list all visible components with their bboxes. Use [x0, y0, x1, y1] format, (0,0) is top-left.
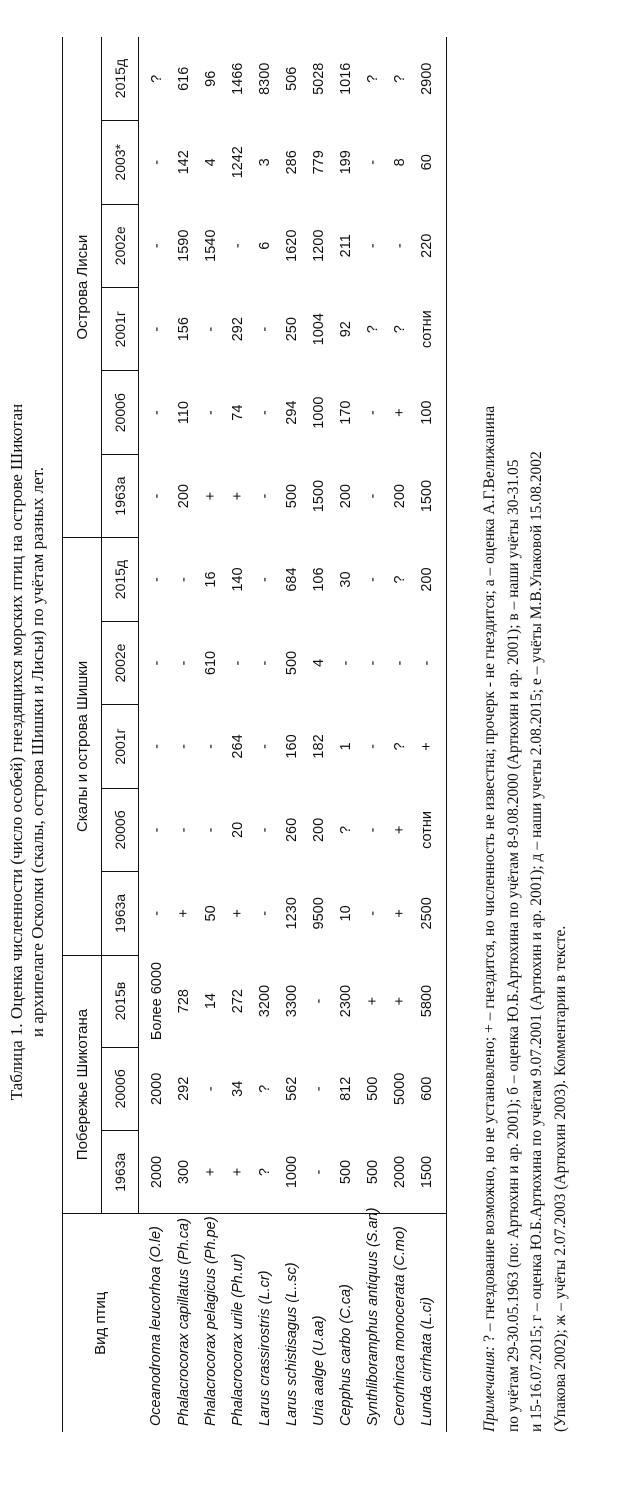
count-cell: ?: [337, 825, 354, 834]
count-cell: -: [364, 827, 381, 833]
species-name: Phalacrocorax pelagicus (Ph.pe): [197, 1214, 224, 1432]
count-cell: -: [148, 326, 165, 332]
count-cell: ?: [391, 74, 408, 83]
count-cell: ?: [256, 1084, 273, 1093]
count-cell: -: [148, 410, 165, 416]
count-cell: 1500: [310, 479, 327, 513]
count-cell: ?: [148, 74, 165, 83]
count-cell: 182: [310, 734, 327, 759]
year-header: 2015д: [102, 538, 139, 621]
count-cell: 500: [337, 1159, 354, 1185]
count-cell: -: [256, 744, 273, 749]
notes-line-2: по учётам 29-30.05.1963 (по: Артюхин и ар. 2001); б – оценка Ю.Б.Артюхина по учётам 8-9.08.2000 (Артюхин и ар. 2001); в – наши учёты 30-31.05: [504, 459, 522, 1432]
year-header: 2015в: [102, 955, 139, 1047]
count-cell: 20: [229, 821, 246, 838]
count-cell: +: [202, 1167, 219, 1177]
count-cell: ?: [256, 1167, 273, 1177]
count-cell: 1500: [418, 479, 435, 513]
count-cell: 4: [310, 658, 327, 668]
count-cell: +: [229, 491, 246, 501]
notes-lead: Примечания:: [481, 1345, 498, 1432]
count-cell: -: [148, 744, 165, 749]
species-name: Uria aalge (U.aa): [305, 1214, 332, 1432]
count-cell: 5800: [418, 984, 435, 1018]
count-cell: -: [364, 744, 381, 749]
count-cell: 3: [256, 158, 273, 167]
table-row: [332, 37, 359, 1432]
count-cell: 74: [229, 404, 246, 421]
count-cell: 140: [229, 567, 246, 592]
count-cell: -: [337, 660, 354, 666]
count-cell: сотни: [418, 810, 435, 849]
count-cell: -: [148, 660, 165, 666]
count-cell: -: [364, 910, 381, 916]
year-header: 1963а: [102, 1131, 139, 1214]
table-row: [359, 37, 386, 1432]
count-cell: 1620: [283, 229, 300, 262]
table-caption: [6, 37, 48, 1467]
seabird-table: [62, 37, 447, 1432]
count-cell: -: [364, 660, 381, 666]
count-cell: -: [256, 577, 273, 582]
year-header: 2000б: [102, 1047, 139, 1130]
count-cell: 260: [283, 817, 300, 843]
count-cell: 684: [283, 567, 300, 592]
count-cell: -: [364, 577, 381, 582]
count-cell: 250: [283, 317, 300, 342]
species-name: Phalacrocorax urile (Ph.ur): [224, 1214, 251, 1432]
count-cell: -: [256, 910, 273, 916]
year-header: 2001г: [102, 705, 139, 788]
count-cell: -: [229, 660, 246, 666]
count-cell: ?: [391, 575, 408, 584]
count-cell: 200: [310, 817, 327, 843]
count-cell: -: [310, 1086, 327, 1092]
species-name: Cerorhinca monocerata (C.mo): [386, 1214, 413, 1432]
count-cell: -: [202, 744, 219, 749]
count-cell: 200: [418, 567, 435, 592]
count-cell: 1466: [229, 62, 246, 95]
count-cell: -: [175, 744, 192, 749]
count-cell: 1000: [310, 396, 327, 429]
count-cell: +: [391, 996, 408, 1006]
count-cell: -: [202, 410, 219, 416]
species-name: Larus crassirostris (L.cr): [251, 1214, 278, 1432]
count-cell: 3300: [283, 984, 300, 1018]
count-cell: 5000: [391, 1072, 408, 1105]
count-cell: -: [229, 243, 246, 249]
count-cell: 1540: [202, 229, 219, 262]
count-cell: -: [148, 827, 165, 833]
count-cell: 200: [391, 484, 408, 509]
table-row: [170, 37, 197, 1432]
count-cell: 8300: [256, 62, 273, 95]
count-cell: -: [148, 243, 165, 249]
count-cell: 500: [283, 650, 300, 676]
count-cell: 500: [364, 1076, 381, 1101]
count-cell: 160: [283, 734, 300, 759]
count-cell: ?: [364, 325, 381, 334]
group-header-shishki: Скалы и острова Шишки: [63, 538, 102, 955]
count-cell: 300: [175, 1159, 192, 1185]
count-cell: +: [175, 909, 192, 918]
count-cell: +: [391, 408, 408, 417]
count-cell: сотни: [418, 310, 435, 349]
count-cell: +: [202, 491, 219, 501]
count-cell: 610: [202, 650, 219, 676]
count-cell: 2000: [391, 1155, 408, 1189]
year-header: 2002е: [102, 204, 139, 287]
species-name: Oceanodroma leucorhoa (O.le): [139, 1214, 171, 1432]
count-cell: 500: [364, 1159, 381, 1185]
count-cell: -: [256, 493, 273, 499]
count-cell: -: [175, 827, 192, 833]
group-header-shikotan: Побережье Шикотана: [63, 955, 102, 1214]
count-cell: 286: [283, 150, 300, 175]
count-cell: 812: [337, 1076, 354, 1101]
count-cell: 199: [337, 150, 354, 175]
count-cell: 2900: [418, 62, 435, 95]
year-header: 1963а: [102, 454, 139, 537]
count-cell: -: [175, 577, 192, 582]
count-cell: 1000: [283, 1155, 300, 1189]
count-cell: -: [256, 410, 273, 416]
count-cell: 50: [202, 905, 219, 922]
count-cell: -: [148, 159, 165, 165]
count-cell: 96: [202, 70, 219, 87]
count-cell: ?: [391, 325, 408, 334]
species-name: Cepphus carbo (C.ca): [332, 1214, 359, 1432]
count-cell: 3200: [256, 984, 273, 1018]
year-header: 1963а: [102, 872, 139, 955]
count-cell: -: [364, 410, 381, 416]
count-cell: -: [148, 577, 165, 582]
count-cell: 200: [175, 484, 192, 509]
species-name: Larus schistisagus (L..sc): [278, 1214, 305, 1432]
group-header-row: [63, 37, 102, 1432]
count-cell: 170: [337, 400, 354, 425]
count-cell: 500: [283, 484, 300, 509]
count-cell: -: [256, 326, 273, 332]
count-cell: 562: [283, 1076, 300, 1101]
count-cell: 506: [283, 66, 300, 91]
count-cell: 264: [229, 734, 246, 759]
count-cell: 110: [175, 401, 192, 425]
table-row: [251, 37, 278, 1432]
count-cell: 779: [310, 150, 327, 175]
count-cell: 272: [229, 989, 246, 1014]
caption-line-1: Таблица 1. Оценка численности (число особей) гнездящихся морских птиц на острове Шикотан: [7, 403, 26, 1101]
count-cell: 5028: [310, 62, 327, 95]
count-cell: -: [364, 243, 381, 249]
year-header: 2001г: [102, 287, 139, 370]
count-cell: 1016: [337, 62, 354, 95]
group-header-lisyi: Острова Лисьи: [63, 37, 102, 538]
count-cell: 211: [337, 234, 354, 258]
count-cell: -: [202, 326, 219, 332]
count-cell: 92: [337, 321, 354, 338]
count-cell: -: [202, 1086, 219, 1092]
count-cell: ?: [364, 74, 381, 83]
count-cell: -: [202, 827, 219, 833]
notes-line-4: (Упакова 2002); ж – учёты 2.07.2003 (Артюхин 2003). Комментарии в тексте.: [551, 925, 569, 1432]
count-cell: 16: [202, 571, 219, 588]
count-cell: 2000: [148, 1155, 165, 1189]
count-cell: 6: [256, 241, 273, 250]
count-cell: 34: [229, 1080, 246, 1097]
count-cell: +: [418, 742, 435, 751]
count-cell: +: [364, 996, 381, 1006]
count-cell: 10: [337, 905, 354, 922]
year-header: 2000б: [102, 788, 139, 871]
count-cell: 1200: [310, 229, 327, 262]
count-cell: 294: [283, 400, 300, 425]
count-cell: 600: [418, 1076, 435, 1101]
count-cell: 616: [175, 66, 192, 91]
count-cell: 1230: [283, 897, 300, 930]
count-cell: -: [391, 660, 408, 666]
year-header: 2002е: [102, 621, 139, 704]
table-notes: [478, 32, 572, 1432]
count-cell: -: [256, 827, 273, 833]
table-container: [62, 37, 447, 1432]
count-cell: -: [418, 660, 435, 666]
table-row: [139, 37, 171, 1432]
table-row: [386, 37, 413, 1432]
table-body: [139, 37, 447, 1432]
count-cell: 14: [202, 993, 219, 1010]
count-cell: 292: [175, 1076, 192, 1101]
count-cell: 8: [391, 158, 408, 167]
count-cell: 200: [337, 484, 354, 509]
count-cell: -: [148, 493, 165, 499]
count-cell: 156: [175, 317, 192, 342]
table-row: [413, 37, 447, 1432]
count-cell: -: [310, 998, 327, 1004]
count-cell: 9500: [310, 897, 327, 930]
count-cell: Более 6000: [148, 962, 165, 1041]
count-cell: -: [364, 493, 381, 499]
count-cell: 1500: [418, 1155, 435, 1189]
count-cell: 4: [202, 158, 219, 167]
count-cell: 2000: [148, 1072, 165, 1105]
count-cell: 1: [337, 742, 354, 751]
count-cell: 2300: [337, 984, 354, 1018]
notes-line-3: и 15-16.07.2015; г – оценка Ю.Б.Артюхина по учётам 9.07.2001 (Артюхин и ар. 2001); д – наши учеты 2.08.2015; е – учёты М.В.Упаковой 15.08.2002: [528, 451, 545, 1432]
count-cell: 1004: [310, 313, 327, 346]
count-cell: 1242: [229, 146, 246, 179]
count-cell: 728: [175, 989, 192, 1014]
count-cell: ?: [391, 742, 408, 751]
notes-line-1: ? – гнездование возможно, но не установлено; + – гнездится, но численность не известна; прочерк - не гнездится; а – оценка А.Г.Велижанина: [481, 405, 498, 1346]
count-cell: 60: [418, 154, 435, 171]
count-cell: 30: [337, 571, 354, 588]
species-name: Phalacrocorax capillatus (Ph.ca): [170, 1214, 197, 1432]
count-cell: 100: [418, 400, 435, 425]
count-cell: -: [391, 243, 408, 249]
table-row: [197, 37, 224, 1432]
table-row: [305, 37, 332, 1432]
count-cell: 292: [229, 317, 246, 342]
count-cell: -: [148, 910, 165, 916]
count-cell: +: [229, 909, 246, 918]
count-cell: 142: [175, 150, 192, 175]
count-cell: -: [310, 1169, 327, 1175]
species-name: Synthliboramphus antiquus (S.an): [359, 1214, 386, 1432]
species-column-header: Вид птиц: [63, 1214, 139, 1432]
year-header: 2003*: [102, 121, 139, 204]
count-cell: +: [391, 825, 408, 835]
count-cell: -: [175, 660, 192, 666]
table-row: [278, 37, 305, 1432]
table-row: [224, 37, 251, 1432]
year-header: 2000б: [102, 371, 139, 454]
count-cell: +: [391, 909, 408, 918]
year-header: 2015д: [102, 37, 139, 121]
count-cell: -: [256, 660, 273, 666]
count-cell: 1590: [175, 229, 192, 262]
species-name: Lunda cirrhata (L.ci): [413, 1214, 447, 1432]
count-cell: 2500: [418, 897, 435, 930]
caption-line-2: и архипелаге Осколки (скалы, острова Шишки и Лисьи) по учётам разных лет.: [28, 466, 47, 1038]
count-cell: -: [364, 159, 381, 165]
count-cell: 106: [310, 567, 327, 592]
count-cell: 220: [418, 233, 435, 258]
count-cell: +: [229, 1167, 246, 1177]
